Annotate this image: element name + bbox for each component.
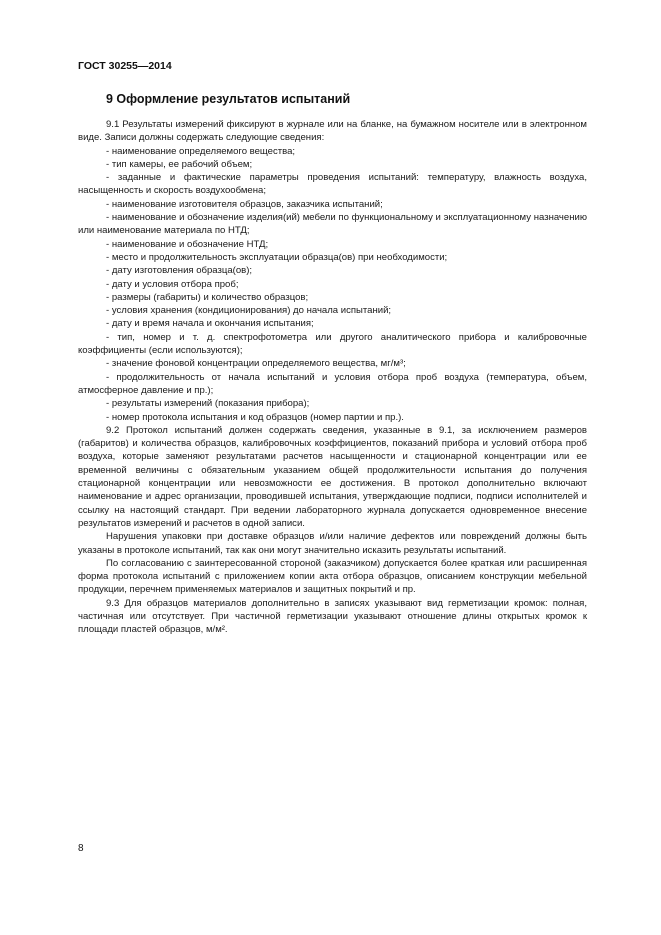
list-item: - продолжительность от начала испытаний и условия отбора проб воздуха (температура, объем, атмосферное давление и пр.); bbox=[78, 371, 587, 396]
list-item: - наименование изготовителя образцов, заказчика испытаний; bbox=[106, 198, 383, 210]
list-item: - наименование и обозначение изделия(ий) мебели по функциональному и эксплуатационному назначению или наименование материала по НТД; bbox=[78, 212, 587, 237]
list-item: - дату и условия отбора проб; bbox=[106, 278, 239, 290]
list-item: - размеры (габариты) и количество образцов; bbox=[106, 291, 309, 303]
list-item: - тип, номер и т. д. спектрофотометра или другого аналитического прибора и калибровочные коэффициенты (если используются); bbox=[78, 331, 587, 357]
list-item: - тип камеры, ее рабочий объем; bbox=[106, 158, 253, 170]
list-item: - наименование и обозначение НТД; bbox=[106, 238, 269, 250]
paragraph-9-2: 9.2 Протокол испытаний должен содержать сведения, указанные в 9.1, за исключением размеров (габаритов) и количества образцов, калибровочных коэффициентов, показаний прибора и условий отбора проб воздуха, которые заменяют результатами расчетов насыщенности и стационарной концентрации или ее временной величины с обязательным указанием общей продолжительности испытания до получения стационарной концентрации или невозможности ее достижения. В протокол дополнительно включают наименование и адрес организации, проводившей испытания, утверждающие подписи, подписи исполнителей и ссылку на настоящий стандарт. При ведении лабораторного журнала допускается одновременное внесение результатов измерений и расчетов в одной записи. bbox=[78, 424, 587, 529]
paragraph: Нарушения упаковки при доставке образцов и/или наличие дефектов или повреждений должны быть указаны в протоколе испытаний, так как они могут значительно исказить результаты испытаний. bbox=[78, 531, 587, 556]
page-number: 8 bbox=[78, 843, 84, 854]
list-item: - номер протокола испытания и код образцов (номер партии и пр.). bbox=[106, 411, 404, 423]
list-item: - значение фоновой концентрации определяемого вещества, мг/м³; bbox=[106, 358, 406, 370]
document-code: ГОСТ 30255—2014 bbox=[78, 60, 172, 72]
list-item: - дату и время начала и окончания испытания; bbox=[106, 318, 314, 330]
list-item: - дату изготовления образца(ов); bbox=[106, 265, 253, 277]
paragraph-9-1: 9.1 Результаты измерений фиксируют в журнале или на бланке, на бумажном носителе или в электронном виде. Записи должны содержать следующие сведения: bbox=[78, 119, 587, 144]
list-item: - наименование определяемого вещества; bbox=[106, 145, 296, 157]
paragraph: По согласованию с заинтересованной стороной (заказчиком) допускается более краткая или расширенная форма протокола испытаний с приложением копии акта отбора образцов, описанием конструкции мебельной продукции, перечнем применяемых материалов и защитных покрытий и пр. bbox=[78, 557, 587, 596]
list-item: - заданные и фактические параметры проведения испытаний: температуру, влажность воздуха, насыщенность и скорость воздухообмена; bbox=[78, 172, 587, 197]
section-title: 9 Оформление результатов испытаний bbox=[106, 92, 351, 106]
paragraph-9-3: 9.3 Для образцов материалов дополнительно в записях указывают вид герметизации кромок: полная, частичная или отсутствует. При частичной герметизации указывают отношение длины открытых кромок к площади пластей образцов, м/м². bbox=[78, 597, 587, 636]
list-item: - результаты измерений (показания прибора); bbox=[106, 398, 310, 410]
list-item: - место и продолжительность эксплуатации образца(ов) при необходимости; bbox=[106, 251, 448, 263]
list-item: - условия хранения (кондиционирования) до начала испытаний; bbox=[106, 305, 392, 317]
section-body bbox=[78, 118, 587, 637]
